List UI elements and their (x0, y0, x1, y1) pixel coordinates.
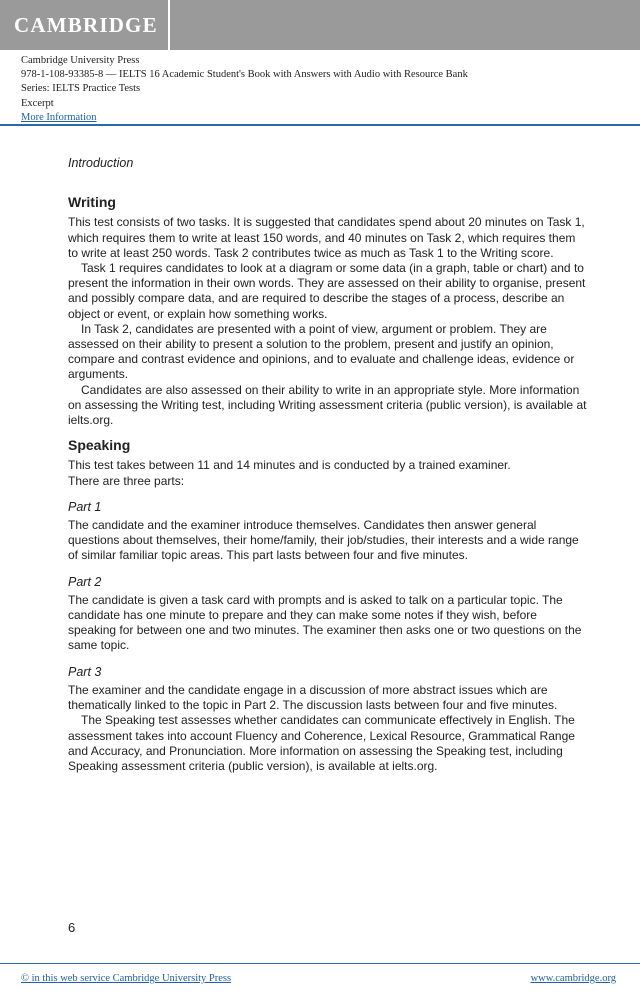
speaking-assessment-text: The Speaking test assesses whether candidates can communicate effectively in English. The assessment takes into account Fluency and Coherence, Lexical Resource, Grammatical Range and Accuracy, and Pronunciation. More information on assessing the Speaking test, including Speaking assessment criteria (public version), is available at ielts.org. (68, 713, 575, 773)
speaking-intro-line-2: There are three parts: (68, 473, 185, 488)
part-1-text: The candidate and the examiner introduce themselves. Candidates then answer general questions about themselves, their home/family, their job/studies, their interests and a wide range of similar familiar topic areas. This part lasts between four and five minutes. (68, 518, 579, 563)
part-3-label: Part 3 (68, 664, 102, 679)
page-number: 6 (68, 920, 76, 935)
writing-paragraph-4: Candidates are also assessed on their ability to write in an appropriate style. More information on assessing the Writing test, including Writing assessment criteria (public version), is available at ielts.org. (68, 382, 587, 428)
isbn-title: 978-1-108-93385-8 — IELTS 16 Academic Student's Book with Answers with Audio with Resource Bank (21, 69, 468, 81)
series: Series: IELTS Practice Tests (21, 83, 141, 95)
publisher: Cambridge University Press (21, 55, 140, 66)
writing-paragraph-2: Task 1 requires candidates to look at a diagram or some data (in a graph, table or chart) and to present the information in their own words. They are assessed on their ability to organise, present and possibly compare data, and are required to describe the stages of a process, describe an object or event, or explain how something works. (68, 261, 586, 321)
writing-paragraph-1: This test consists of two tasks. It is suggested that candidates spend about 20 minutes on Task 1, which requires them to write at least 150 words, and 40 minutes on Task 2, which requires them to write at least 250 words. Task 2 contributes twice as much as Task 1 to the Writing score. (68, 215, 585, 260)
cambridge-logo: CAMBRIDGE (14, 13, 158, 37)
logo-box (0, 0, 170, 50)
writing-paragraph-3: In Task 2, candidates are presented with a point of view, argument or problem. They are assessed on their ability to present a solution to the problem, present and justify an opinion, compare and contrast evidence and opinions, and to evaluate and challenge ideas, evidence or arguments. (68, 321, 575, 382)
more-information-link[interactable]: More Information (21, 111, 97, 123)
top-divider (0, 124, 640, 126)
part-2-label: Part 2 (68, 574, 102, 589)
excerpt-label: Excerpt (21, 97, 54, 109)
book-metadata (21, 54, 468, 125)
part-1-label: Part 1 (68, 499, 102, 514)
writing-heading: Writing (68, 194, 116, 211)
part-2-text: The candidate is given a task card with prompts and is asked to talk on a particular topic. The candidate has one minute to prepare and they can make some notes if they wish, before speaking for between one and two minutes. The examiner then asks one or two questions on the same topic. (68, 592, 582, 653)
website-link[interactable]: www.cambridge.org (530, 973, 616, 984)
speaking-heading: Speaking (68, 437, 131, 454)
speaking-intro-line-1: This test takes between 11 and 14 minutes and is conducted by a trained examiner. (68, 458, 511, 473)
copyright-link[interactable]: © in this web service Cambridge University Press (21, 973, 232, 984)
part-3-text: The examiner and the candidate engage in a discussion of more abstract issues which are thematically linked to the topic in Part 2. The discussion lasts between four and five minutes. (68, 682, 558, 713)
page-content (68, 156, 588, 774)
bottom-divider (0, 963, 640, 964)
section-label: Introduction (68, 156, 134, 170)
